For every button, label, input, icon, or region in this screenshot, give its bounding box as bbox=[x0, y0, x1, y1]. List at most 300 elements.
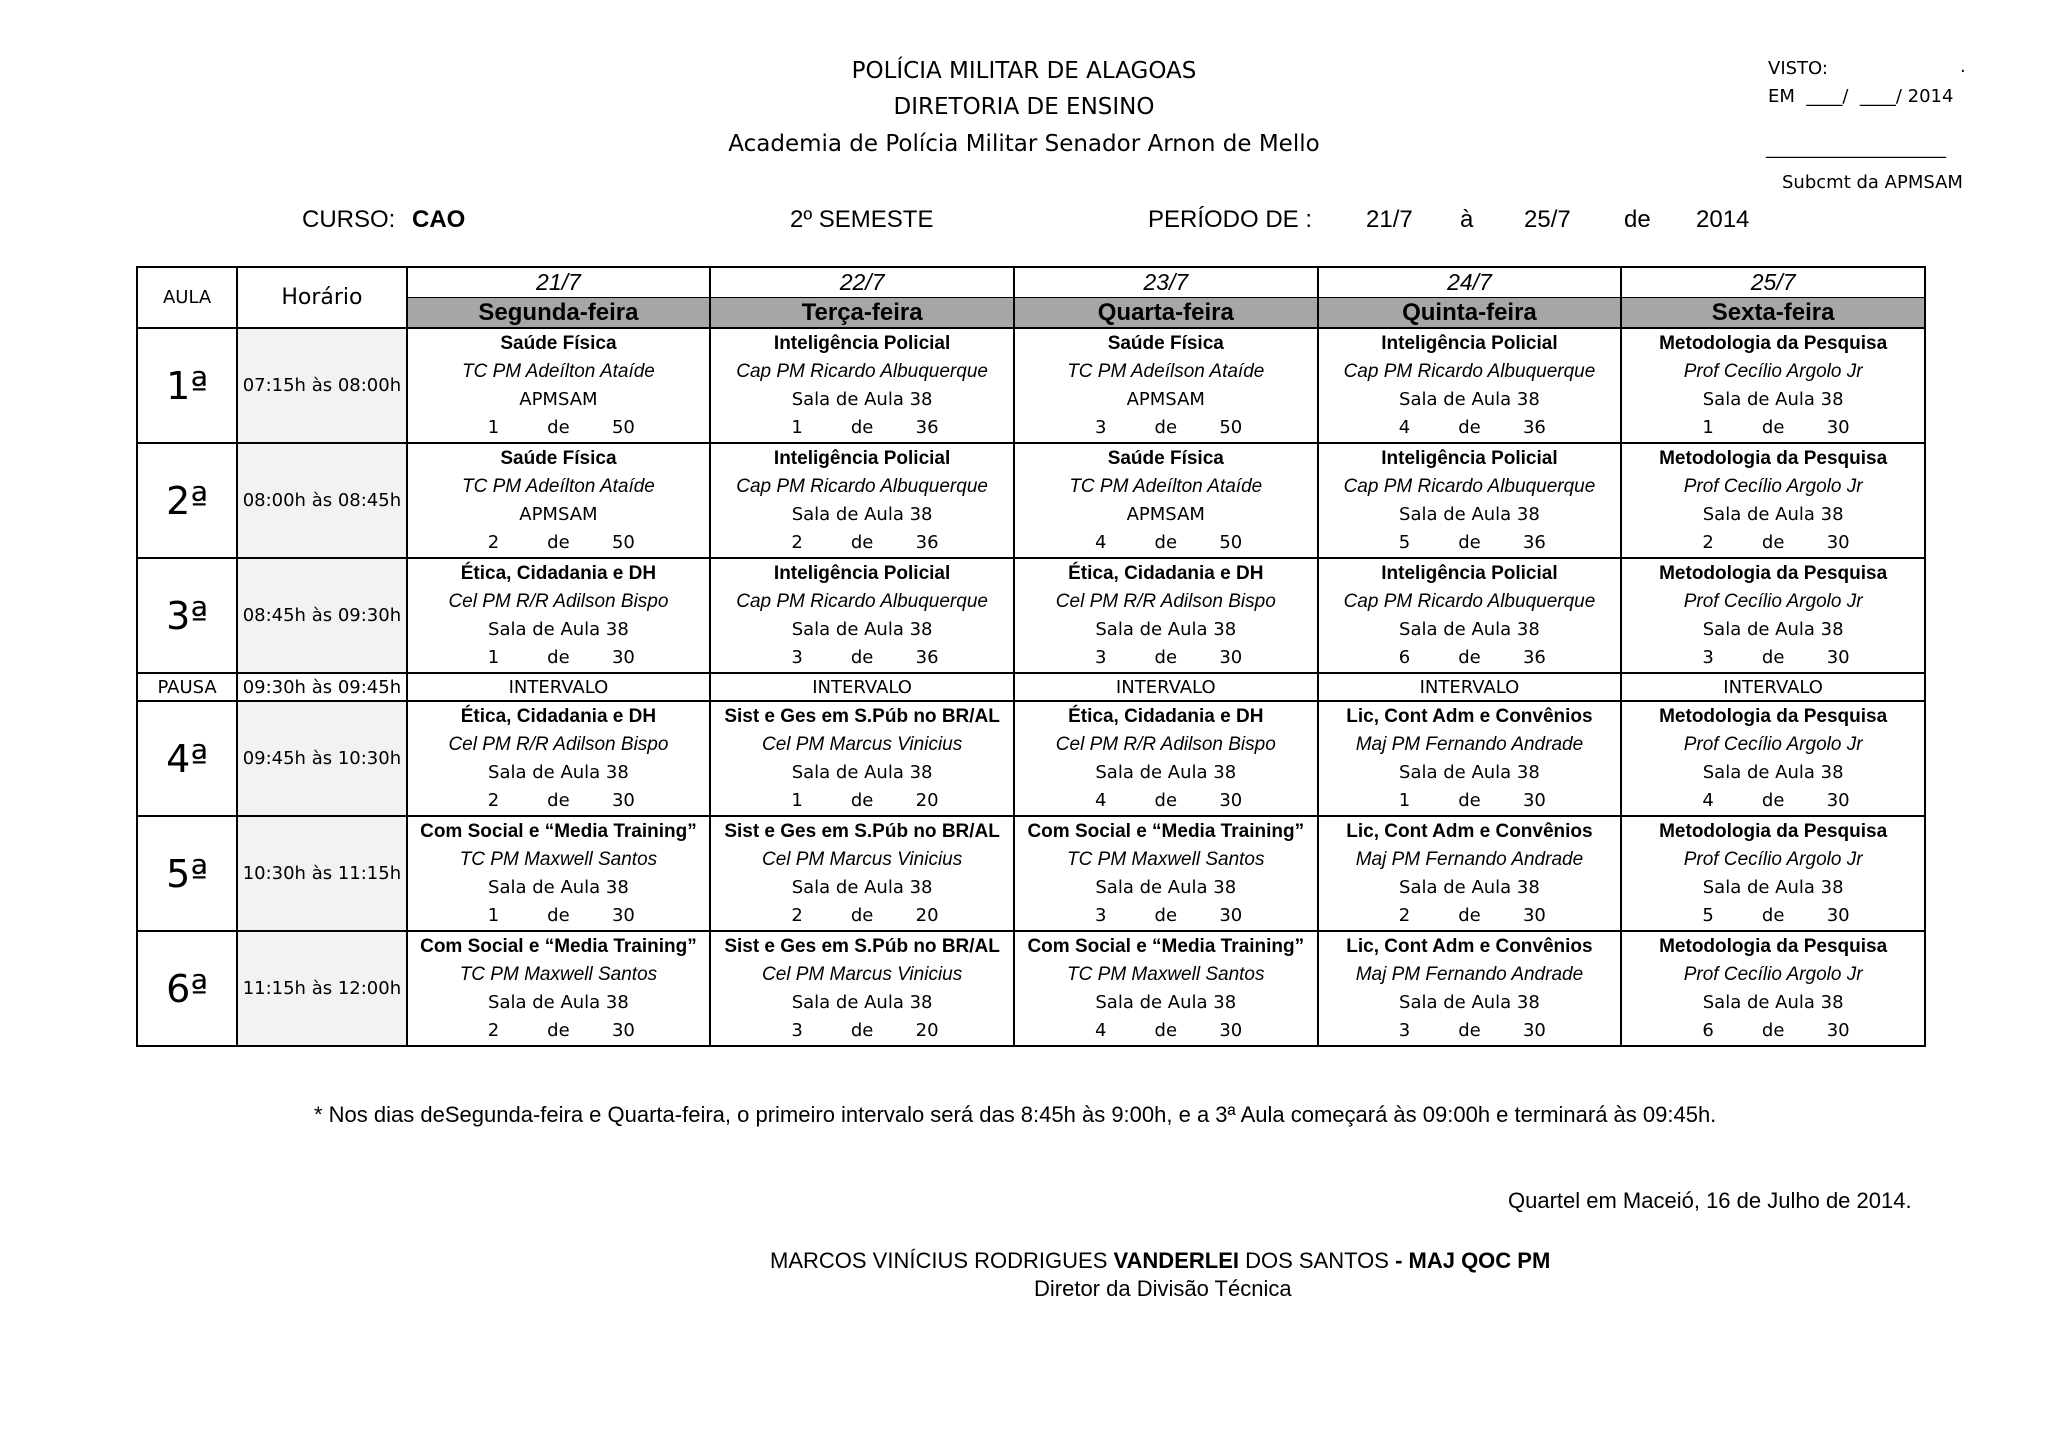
room: Sala de Aula 38 bbox=[1702, 876, 1844, 898]
lesson-count bbox=[711, 644, 1013, 672]
lesson-number: 2 bbox=[487, 789, 500, 811]
professor: Cel PM R/R Adilson Bispo bbox=[1055, 733, 1276, 755]
lesson-de: de bbox=[1761, 904, 1785, 926]
class-cell bbox=[1621, 701, 1925, 816]
lesson-number: 1 bbox=[1398, 789, 1411, 811]
lesson-number: 1 bbox=[791, 789, 803, 811]
professor: Cel PM Marcus Vinicius bbox=[761, 733, 963, 755]
lesson-count bbox=[1622, 1017, 1924, 1045]
subject: Com Social e “Media Training” bbox=[1027, 935, 1305, 957]
class-cell bbox=[1014, 931, 1318, 1046]
lesson-number: 3 bbox=[1095, 646, 1107, 668]
class-cell bbox=[407, 443, 711, 558]
lesson-number: 1 bbox=[1702, 416, 1714, 438]
subject: Inteligência Policial bbox=[1381, 332, 1558, 354]
aula-time: 11:15h às 12:00h bbox=[237, 931, 406, 1046]
professor: Cap PM Ricardo Albuquerque bbox=[1343, 360, 1596, 382]
aula-time: 07:15h às 08:00h bbox=[237, 328, 406, 443]
subject: Lic, Cont Adm e Convênios bbox=[1346, 820, 1593, 842]
professor: TC PM Maxwell Santos bbox=[459, 963, 658, 985]
class-cell bbox=[710, 931, 1014, 1046]
lesson-total: 36 bbox=[1522, 646, 1546, 668]
lesson-total: 50 bbox=[1219, 531, 1243, 553]
lesson-count bbox=[711, 902, 1013, 930]
subject: Lic, Cont Adm e Convênios bbox=[1346, 705, 1593, 727]
table-row bbox=[137, 328, 1925, 443]
class-cell bbox=[710, 701, 1014, 816]
professor: Cel PM R/R Adilson Bispo bbox=[448, 590, 669, 612]
visto-signature-line: ____________________ bbox=[1766, 138, 1946, 159]
room: Sala de Aula 38 bbox=[1095, 876, 1237, 898]
lesson-de: de bbox=[850, 904, 874, 926]
class-cell bbox=[710, 816, 1014, 931]
subject: Metodologia da Pesquisa bbox=[1659, 705, 1888, 727]
room: Sala de Aula 38 bbox=[1702, 991, 1844, 1013]
pausa-label: PAUSA bbox=[137, 673, 237, 701]
subject: Saúde Física bbox=[1107, 332, 1224, 354]
lesson-number: 6 bbox=[1398, 646, 1411, 668]
room: Sala de Aula 38 bbox=[488, 991, 629, 1013]
room: Sala de Aula 38 bbox=[1095, 618, 1237, 640]
lesson-count bbox=[1319, 529, 1621, 557]
professor: Cel PM Marcus Vinicius bbox=[761, 848, 963, 870]
lesson-number: 4 bbox=[1398, 416, 1411, 438]
date-header: 22/7 bbox=[710, 267, 1014, 298]
lesson-de: de bbox=[1458, 904, 1481, 926]
header-line-3: Academia de Polícia Militar Senador Arnon de Mello bbox=[728, 131, 1320, 157]
subject: Metodologia da Pesquisa bbox=[1659, 562, 1888, 584]
class-cell bbox=[710, 443, 1014, 558]
class-cell bbox=[1014, 443, 1318, 558]
room: Sala de Aula 38 bbox=[1399, 503, 1540, 525]
lesson-count bbox=[408, 1017, 710, 1045]
aula-time: 08:00h às 08:45h bbox=[237, 443, 406, 558]
lesson-de: de bbox=[850, 789, 874, 811]
lesson-number: 2 bbox=[791, 531, 803, 553]
subject: Metodologia da Pesquisa bbox=[1659, 935, 1888, 957]
lesson-count bbox=[1319, 644, 1621, 672]
lesson-count bbox=[1015, 902, 1317, 930]
name-rank: - MAJ QOC PM bbox=[1395, 1248, 1551, 1273]
header-line-2: DIRETORIA DE ENSINO bbox=[893, 94, 1155, 120]
lesson-total: 50 bbox=[611, 416, 635, 438]
lesson-number: 3 bbox=[791, 1019, 803, 1041]
lesson-total: 30 bbox=[611, 904, 635, 926]
lesson-number: 3 bbox=[1095, 904, 1107, 926]
subject: Metodologia da Pesquisa bbox=[1659, 447, 1888, 469]
lesson-total: 20 bbox=[915, 904, 939, 926]
intervalo-cell: INTERVALO bbox=[1621, 673, 1925, 701]
class-cell bbox=[1014, 558, 1318, 673]
professor: Cel PM R/R Adilson Bispo bbox=[1055, 590, 1276, 612]
subject: Ética, Cidadania e DH bbox=[1068, 705, 1264, 727]
professor: Cap PM Ricardo Albuquerque bbox=[736, 590, 988, 612]
lesson-total: 30 bbox=[611, 789, 635, 811]
subject: Inteligência Policial bbox=[773, 562, 951, 584]
subject: Inteligência Policial bbox=[773, 447, 951, 469]
professor: Cap PM Ricardo Albuquerque bbox=[736, 475, 988, 497]
periodo-year: 2014 bbox=[1696, 206, 1750, 233]
lesson-number: 3 bbox=[791, 646, 803, 668]
class-cell bbox=[1318, 701, 1622, 816]
professor: Cap PM Ricardo Albuquerque bbox=[1343, 475, 1596, 497]
class-cell bbox=[1318, 443, 1622, 558]
subject: Saúde Física bbox=[1107, 447, 1224, 469]
lesson-total: 36 bbox=[915, 531, 939, 553]
curso-label: CURSO: bbox=[302, 206, 396, 233]
room: APMSAM bbox=[1126, 503, 1205, 525]
visto-role: Subcmt da APMSAM bbox=[1782, 172, 1963, 193]
room: APMSAM bbox=[519, 503, 598, 525]
subject: Inteligência Policial bbox=[1381, 447, 1558, 469]
lesson-de: de bbox=[1761, 646, 1785, 668]
subject: Ética, Cidadania e DH bbox=[460, 705, 657, 727]
lesson-count bbox=[1015, 644, 1317, 672]
class-cell bbox=[1014, 328, 1318, 443]
lesson-de: de bbox=[1761, 416, 1785, 438]
name-part: MARCOS VINÍCIUS RODRIGUES bbox=[770, 1248, 1114, 1273]
pausa-row bbox=[137, 673, 1925, 701]
aula-number: 2ª bbox=[137, 443, 237, 558]
periodo-a: à bbox=[1460, 206, 1474, 233]
subject: Sist e Ges em S.Púb no BR/AL bbox=[724, 705, 1000, 727]
room: Sala de Aula 38 bbox=[1702, 761, 1844, 783]
name-part: DOS SANTOS bbox=[1238, 1248, 1396, 1273]
lesson-count bbox=[1015, 1017, 1317, 1045]
lesson-de: de bbox=[547, 416, 570, 438]
class-cell bbox=[1621, 931, 1925, 1046]
class-cell bbox=[1621, 558, 1925, 673]
periodo-de: de bbox=[1624, 206, 1651, 233]
lesson-count bbox=[1622, 787, 1924, 815]
lesson-de: de bbox=[850, 416, 874, 438]
lesson-count bbox=[1319, 902, 1621, 930]
class-cell bbox=[1318, 558, 1622, 673]
professor: TC PM Maxwell Santos bbox=[1067, 848, 1265, 870]
visto-dot: . bbox=[1960, 56, 1966, 77]
visto-label: VISTO: bbox=[1768, 58, 1828, 79]
room: Sala de Aula 38 bbox=[1702, 503, 1844, 525]
lesson-number: 4 bbox=[1702, 789, 1714, 811]
lesson-de: de bbox=[1154, 904, 1178, 926]
lesson-number: 4 bbox=[1095, 531, 1107, 553]
lesson-de: de bbox=[547, 1019, 570, 1041]
lesson-de: de bbox=[1154, 1019, 1178, 1041]
day-header: Segunda-feira bbox=[407, 298, 711, 329]
room: Sala de Aula 38 bbox=[1399, 618, 1540, 640]
room: Sala de Aula 38 bbox=[791, 618, 933, 640]
professor: Maj PM Fernando Andrade bbox=[1355, 848, 1584, 870]
date-header: 25/7 bbox=[1621, 267, 1925, 298]
class-cell bbox=[710, 328, 1014, 443]
intervalo-cell: INTERVALO bbox=[1014, 673, 1318, 701]
lesson-de: de bbox=[1458, 531, 1481, 553]
subject: Saúde Física bbox=[500, 332, 617, 354]
class-cell bbox=[1621, 816, 1925, 931]
room: Sala de Aula 38 bbox=[791, 388, 933, 410]
semestre: 2º SEMESTE bbox=[790, 206, 934, 233]
class-cell bbox=[1621, 328, 1925, 443]
lesson-total: 36 bbox=[1522, 531, 1546, 553]
class-cell bbox=[1014, 816, 1318, 931]
lesson-total: 30 bbox=[1219, 789, 1243, 811]
professor: Prof Cecílio Argolo Jr bbox=[1683, 848, 1863, 870]
header-line-1: POLÍCIA MILITAR DE ALAGOAS bbox=[851, 58, 1197, 84]
lesson-count bbox=[408, 529, 710, 557]
intervalo-cell: INTERVALO bbox=[1318, 673, 1622, 701]
aula-number: 6ª bbox=[137, 931, 237, 1046]
lesson-count bbox=[1319, 787, 1621, 815]
aula-time: 08:45h às 09:30h bbox=[237, 558, 406, 673]
professor: Cap PM Ricardo Albuquerque bbox=[1343, 590, 1596, 612]
room: Sala de Aula 38 bbox=[1399, 388, 1540, 410]
lesson-total: 30 bbox=[1219, 904, 1243, 926]
professor: TC PM Adeílton Ataíde bbox=[461, 360, 655, 382]
lesson-de: de bbox=[1458, 416, 1481, 438]
professor: Prof Cecílio Argolo Jr bbox=[1683, 360, 1863, 382]
lesson-count bbox=[711, 529, 1013, 557]
lesson-total: 50 bbox=[1219, 416, 1243, 438]
place-date: Quartel em Maceió, 16 de Julho de 2014. bbox=[1508, 1188, 1912, 1213]
schedule-table bbox=[136, 266, 1926, 1047]
room: Sala de Aula 38 bbox=[1095, 991, 1237, 1013]
lesson-total: 30 bbox=[1219, 646, 1243, 668]
director-name bbox=[770, 1248, 1550, 1274]
lesson-number: 2 bbox=[487, 531, 500, 553]
day-header: Terça-feira bbox=[710, 298, 1014, 329]
lesson-count bbox=[711, 414, 1013, 442]
class-cell bbox=[1318, 931, 1622, 1046]
pausa-time: 09:30h às 09:45h bbox=[237, 673, 406, 701]
lesson-count bbox=[1015, 414, 1317, 442]
lesson-number: 3 bbox=[1398, 1019, 1411, 1041]
room: APMSAM bbox=[519, 388, 598, 410]
subject: Com Social e “Media Training” bbox=[420, 935, 697, 957]
professor: Cel PM Marcus Vinicius bbox=[761, 963, 963, 985]
lesson-total: 30 bbox=[1219, 1019, 1243, 1041]
subject: Saúde Física bbox=[500, 447, 617, 469]
horario-header: Horário bbox=[237, 267, 406, 328]
lesson-count bbox=[1622, 414, 1924, 442]
subject: Lic, Cont Adm e Convênios bbox=[1346, 935, 1593, 957]
professor: TC PM Adeílton Ataíde bbox=[1069, 475, 1263, 497]
lesson-number: 2 bbox=[1398, 904, 1411, 926]
room: Sala de Aula 38 bbox=[1095, 761, 1237, 783]
table-row bbox=[137, 931, 1925, 1046]
lesson-de: de bbox=[1458, 1019, 1481, 1041]
class-cell bbox=[407, 328, 711, 443]
room: Sala de Aula 38 bbox=[1399, 761, 1540, 783]
professor: TC PM Maxwell Santos bbox=[459, 848, 658, 870]
professor: Prof Cecílio Argolo Jr bbox=[1683, 475, 1863, 497]
table-row bbox=[137, 701, 1925, 816]
lesson-de: de bbox=[1761, 531, 1785, 553]
lesson-total: 30 bbox=[611, 646, 635, 668]
subject: Sist e Ges em S.Púb no BR/AL bbox=[724, 820, 1000, 842]
lesson-number: 4 bbox=[1095, 1019, 1107, 1041]
lesson-de: de bbox=[547, 789, 570, 811]
lesson-de: de bbox=[1154, 646, 1178, 668]
periodo-start: 21/7 bbox=[1366, 206, 1413, 233]
aula-time: 09:45h às 10:30h bbox=[237, 701, 406, 816]
professor: TC PM Adeílton Ataíde bbox=[461, 475, 655, 497]
class-cell bbox=[1014, 701, 1318, 816]
lesson-number: 5 bbox=[1398, 531, 1411, 553]
lesson-total: 30 bbox=[1522, 1019, 1546, 1041]
class-cell bbox=[1621, 443, 1925, 558]
lesson-de: de bbox=[547, 646, 570, 668]
class-cell bbox=[407, 816, 711, 931]
lesson-count bbox=[711, 1017, 1013, 1045]
lesson-count bbox=[1319, 414, 1621, 442]
name-bold: VANDERLEI bbox=[1113, 1248, 1239, 1273]
professor: Maj PM Fernando Andrade bbox=[1355, 733, 1584, 755]
professor: TC PM Maxwell Santos bbox=[1067, 963, 1265, 985]
lesson-number: 2 bbox=[487, 1019, 500, 1041]
lesson-number: 4 bbox=[1095, 789, 1107, 811]
lesson-total: 30 bbox=[1826, 646, 1850, 668]
lesson-total: 20 bbox=[915, 1019, 939, 1041]
curso-value: CAO bbox=[412, 206, 466, 233]
class-cell bbox=[1318, 328, 1622, 443]
lesson-de: de bbox=[1154, 789, 1178, 811]
lesson-de: de bbox=[850, 531, 874, 553]
subject: Ética, Cidadania e DH bbox=[460, 562, 657, 584]
lesson-total: 30 bbox=[611, 1019, 635, 1041]
lesson-de: de bbox=[1154, 531, 1178, 553]
lesson-count bbox=[1622, 529, 1924, 557]
date-header: 24/7 bbox=[1318, 267, 1622, 298]
lesson-count bbox=[711, 787, 1013, 815]
table-row bbox=[137, 443, 1925, 558]
schedule-note: * Nos dias deSegunda-feira e Quarta-feira, o primeiro intervalo será das 8:45h às 9:00h, e a 3ª Aula começará às 09:00h e terminará às 09:45h. bbox=[314, 1102, 1717, 1127]
lesson-count bbox=[1622, 902, 1924, 930]
subject: Inteligência Policial bbox=[1381, 562, 1558, 584]
room: Sala de Aula 38 bbox=[1399, 991, 1540, 1013]
lesson-de: de bbox=[1761, 1019, 1785, 1041]
date-header: 21/7 bbox=[407, 267, 711, 298]
room: Sala de Aula 38 bbox=[791, 503, 933, 525]
lesson-number: 1 bbox=[487, 904, 500, 926]
lesson-number: 2 bbox=[791, 904, 803, 926]
room: Sala de Aula 38 bbox=[1399, 876, 1540, 898]
room: Sala de Aula 38 bbox=[488, 761, 629, 783]
aula-header: AULA bbox=[137, 267, 237, 328]
subject: Com Social e “Media Training” bbox=[1027, 820, 1305, 842]
class-cell bbox=[1318, 816, 1622, 931]
professor: Prof Cecílio Argolo Jr bbox=[1683, 590, 1863, 612]
subject: Com Social e “Media Training” bbox=[420, 820, 697, 842]
professor: Cap PM Ricardo Albuquerque bbox=[736, 360, 988, 382]
class-cell bbox=[407, 558, 711, 673]
visto-em-line: EM ____/ ____/ 2014 bbox=[1768, 86, 1954, 107]
lesson-count bbox=[408, 787, 710, 815]
room: Sala de Aula 38 bbox=[488, 876, 629, 898]
subject: Metodologia da Pesquisa bbox=[1659, 332, 1888, 354]
professor: TC PM Adeílson Ataíde bbox=[1067, 360, 1265, 382]
subject: Sist e Ges em S.Púb no BR/AL bbox=[724, 935, 1000, 957]
director-role: Diretor da Divisão Técnica bbox=[1034, 1276, 1292, 1301]
aula-time: 10:30h às 11:15h bbox=[237, 816, 406, 931]
room: Sala de Aula 38 bbox=[791, 761, 933, 783]
class-cell bbox=[407, 931, 711, 1046]
aula-number: 3ª bbox=[137, 558, 237, 673]
date-row bbox=[137, 267, 1925, 298]
subject: Inteligência Policial bbox=[773, 332, 951, 354]
lesson-total: 20 bbox=[915, 789, 939, 811]
lesson-count bbox=[1319, 1017, 1621, 1045]
lesson-number: 1 bbox=[487, 646, 500, 668]
lesson-total: 30 bbox=[1522, 904, 1546, 926]
lesson-total: 30 bbox=[1826, 904, 1850, 926]
day-header: Quinta-feira bbox=[1318, 298, 1622, 329]
periodo-end: 25/7 bbox=[1524, 206, 1571, 233]
lesson-de: de bbox=[850, 646, 874, 668]
lesson-total: 30 bbox=[1826, 1019, 1850, 1041]
day-header: Sexta-feira bbox=[1621, 298, 1925, 329]
lesson-number: 6 bbox=[1702, 1019, 1714, 1041]
lesson-number: 1 bbox=[487, 416, 500, 438]
professor: Prof Cecílio Argolo Jr bbox=[1683, 733, 1863, 755]
lesson-total: 36 bbox=[1522, 416, 1546, 438]
lesson-number: 2 bbox=[1702, 531, 1714, 553]
aula-number: 5ª bbox=[137, 816, 237, 931]
aula-number: 4ª bbox=[137, 701, 237, 816]
lesson-total: 36 bbox=[915, 416, 939, 438]
class-cell bbox=[407, 701, 711, 816]
lesson-total: 30 bbox=[1522, 789, 1546, 811]
professor: Maj PM Fernando Andrade bbox=[1355, 963, 1584, 985]
lesson-count bbox=[408, 902, 710, 930]
lesson-de: de bbox=[547, 904, 570, 926]
lesson-de: de bbox=[850, 1019, 874, 1041]
class-cell bbox=[710, 558, 1014, 673]
lesson-count bbox=[408, 644, 710, 672]
lesson-number: 3 bbox=[1702, 646, 1714, 668]
lesson-count bbox=[408, 414, 710, 442]
aula-number: 1ª bbox=[137, 328, 237, 443]
lesson-total: 30 bbox=[1826, 416, 1850, 438]
lesson-de: de bbox=[1458, 646, 1481, 668]
lesson-count bbox=[1622, 644, 1924, 672]
subject: Metodologia da Pesquisa bbox=[1659, 820, 1888, 842]
lesson-total: 30 bbox=[1826, 531, 1850, 553]
periodo-label: PERÍODO DE : bbox=[1148, 206, 1313, 233]
lesson-count bbox=[1015, 529, 1317, 557]
lesson-de: de bbox=[1458, 789, 1481, 811]
lesson-de: de bbox=[547, 531, 570, 553]
lesson-total: 30 bbox=[1826, 789, 1850, 811]
room: APMSAM bbox=[1126, 388, 1205, 410]
subject: Ética, Cidadania e DH bbox=[1068, 562, 1264, 584]
lesson-de: de bbox=[1154, 416, 1178, 438]
lesson-de: de bbox=[1761, 789, 1785, 811]
room: Sala de Aula 38 bbox=[1702, 618, 1844, 640]
lesson-total: 36 bbox=[915, 646, 939, 668]
room: Sala de Aula 38 bbox=[488, 618, 629, 640]
intervalo-cell: INTERVALO bbox=[407, 673, 711, 701]
lesson-total: 50 bbox=[611, 531, 635, 553]
professor: Cel PM R/R Adilson Bispo bbox=[448, 733, 669, 755]
table-row bbox=[137, 558, 1925, 673]
date-header: 23/7 bbox=[1014, 267, 1318, 298]
intervalo-cell: INTERVALO bbox=[710, 673, 1014, 701]
lesson-count bbox=[1015, 787, 1317, 815]
lesson-number: 5 bbox=[1702, 904, 1714, 926]
room: Sala de Aula 38 bbox=[791, 991, 933, 1013]
lesson-number: 3 bbox=[1095, 416, 1107, 438]
professor: Prof Cecílio Argolo Jr bbox=[1683, 963, 1863, 985]
